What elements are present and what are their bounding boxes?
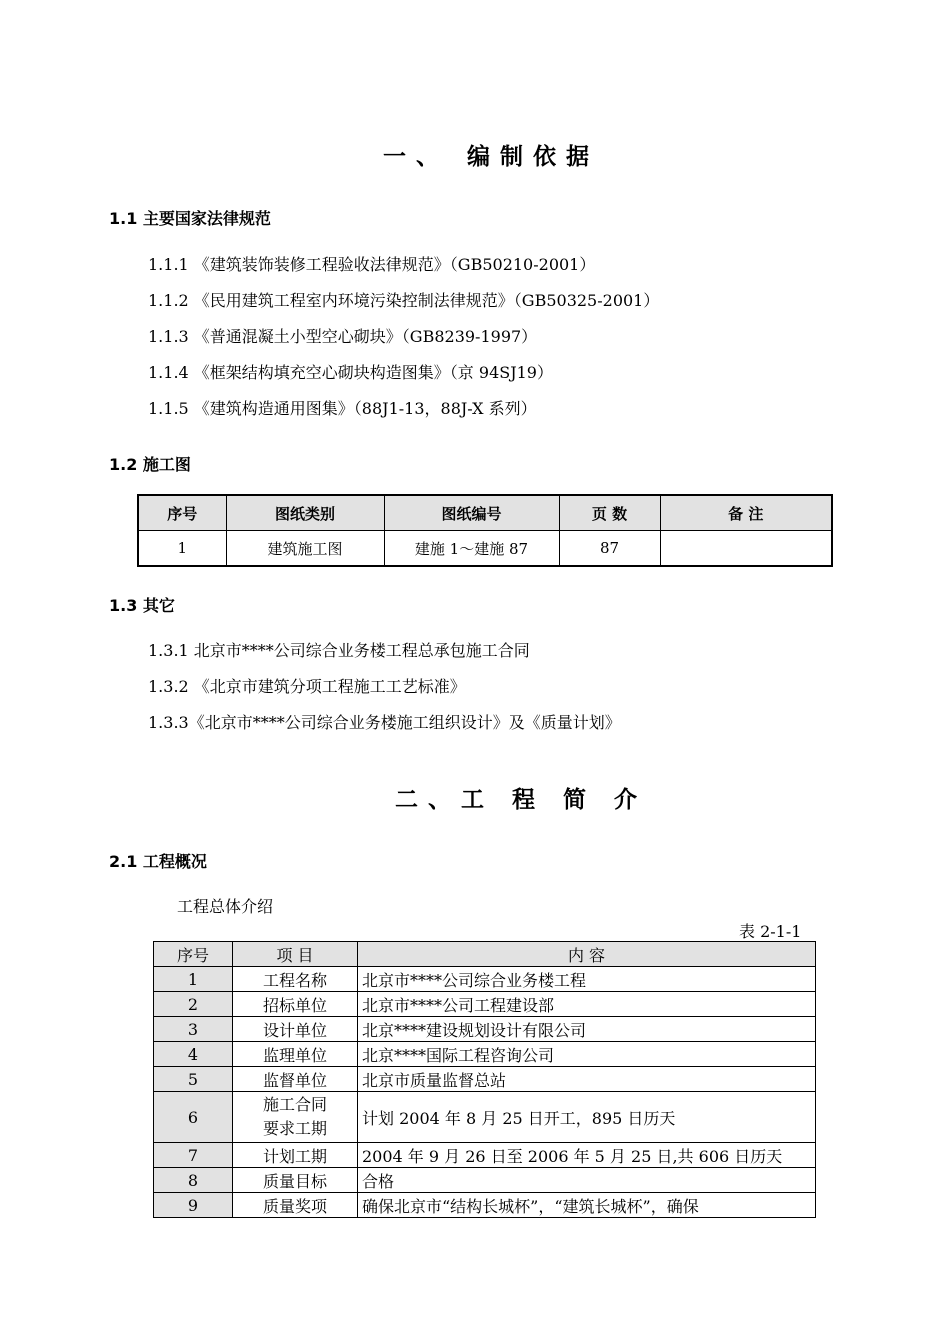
item-content: 确保北京市“结构长城杯”，“建筑长城杯”，确保: [358, 1193, 816, 1218]
section-2-title: 二、工 程 简 介: [395, 787, 648, 813]
table-cell: 建筑施工图: [226, 531, 384, 567]
list-item: 1.3.2 《北京市建筑分项工程施工工艺标准》: [148, 677, 466, 696]
list-item: 1.3.3《北京市****公司综合业务楼施工组织设计》及《质量计划》: [148, 713, 621, 732]
row-number: 2: [154, 992, 233, 1017]
table-row: [154, 992, 816, 1017]
item-name: 招标单位: [233, 992, 358, 1017]
table-row: [154, 1143, 816, 1168]
item-content: 北京市****公司工程建设部: [358, 992, 816, 1017]
heading-1-2: 1.2 施工图: [109, 455, 191, 474]
item-content: 北京市质量监督总站: [358, 1067, 816, 1092]
table-row: [154, 1042, 816, 1067]
item-name: 监理单位: [233, 1042, 358, 1067]
col-header: 备 注: [660, 495, 832, 531]
table-row: [138, 531, 832, 567]
table-header-row: [138, 495, 832, 531]
col-header: 序号: [138, 495, 226, 531]
table-caption: 工程总体介绍: [177, 897, 274, 916]
col-header: 序号: [154, 942, 233, 967]
row-number: 6: [154, 1092, 233, 1143]
table-header-row: [154, 942, 816, 967]
heading-1-1: 1.1 主要国家法律规范: [109, 209, 271, 228]
list-item: 1.1.3 《普通混凝土小型空心砌块》（GB8239-1997）: [148, 327, 538, 346]
drawings-table: [137, 494, 833, 567]
table-row: [154, 1168, 816, 1193]
row-number: 8: [154, 1168, 233, 1193]
table-row: [154, 1193, 816, 1218]
row-number: 9: [154, 1193, 233, 1218]
heading-1-3: 1.3 其它: [109, 596, 175, 615]
list-item: 1.3.1 北京市****公司综合业务楼工程总承包施工合同: [148, 641, 530, 660]
item-name: 监督单位: [233, 1067, 358, 1092]
item-content: 北京****建设规划设计有限公司: [358, 1017, 816, 1042]
table-row: [154, 1017, 816, 1042]
row-number: 4: [154, 1042, 233, 1067]
table-row: [154, 1067, 816, 1092]
col-header: 图纸类别: [226, 495, 384, 531]
section-1-title: 一、 编制依据: [383, 144, 600, 170]
item-name: 质量奖项: [233, 1193, 358, 1218]
col-header: 页 数: [559, 495, 660, 531]
col-header: 项 目: [233, 942, 358, 967]
list-item: 1.1.1 《建筑装饰装修工程验收法律规范》（GB50210-2001）: [148, 255, 596, 274]
item-name: 计划工期: [233, 1143, 358, 1168]
item-name: 工程名称: [233, 967, 358, 992]
item-name: 施工合同 要求工期: [233, 1092, 358, 1143]
table-number: 表 2-1-1: [739, 922, 802, 941]
item-content: 北京市****公司综合业务楼工程: [358, 967, 816, 992]
row-number: 5: [154, 1067, 233, 1092]
heading-2-1: 2.1 工程概况: [109, 852, 207, 871]
table-cell: 87: [559, 531, 660, 567]
table-cell: 1: [138, 531, 226, 567]
row-number: 1: [154, 967, 233, 992]
item-content: 2004 年 9 月 26 日至 2006 年 5 月 25 日,共 606 日历天: [358, 1143, 816, 1168]
row-number: 7: [154, 1143, 233, 1168]
item-content: 合格: [358, 1168, 816, 1193]
list-item: 1.1.2 《民用建筑工程室内环境污染控制法律规范》（GB50325-2001）: [148, 291, 660, 310]
table-row: [154, 967, 816, 992]
project-overview-table: [153, 941, 816, 1218]
table-cell: [660, 531, 832, 567]
item-content: 北京****国际工程咨询公司: [358, 1042, 816, 1067]
list-item: 1.1.5 《建筑构造通用图集》（88J1-13，88J-X 系列）: [148, 399, 537, 418]
table-row: [154, 1092, 816, 1143]
col-header: 图纸编号: [384, 495, 559, 531]
item-content: 计划 2004 年 8 月 25 日开工，895 日历天: [358, 1092, 816, 1143]
item-name: 质量目标: [233, 1168, 358, 1193]
row-number: 3: [154, 1017, 233, 1042]
table-cell: 建施 1～建施 87: [384, 531, 559, 567]
item-name: 设计单位: [233, 1017, 358, 1042]
list-item: 1.1.4 《框架结构填充空心砌块构造图集》（京 94SJ19）: [148, 363, 553, 382]
col-header: 内 容: [358, 942, 816, 967]
